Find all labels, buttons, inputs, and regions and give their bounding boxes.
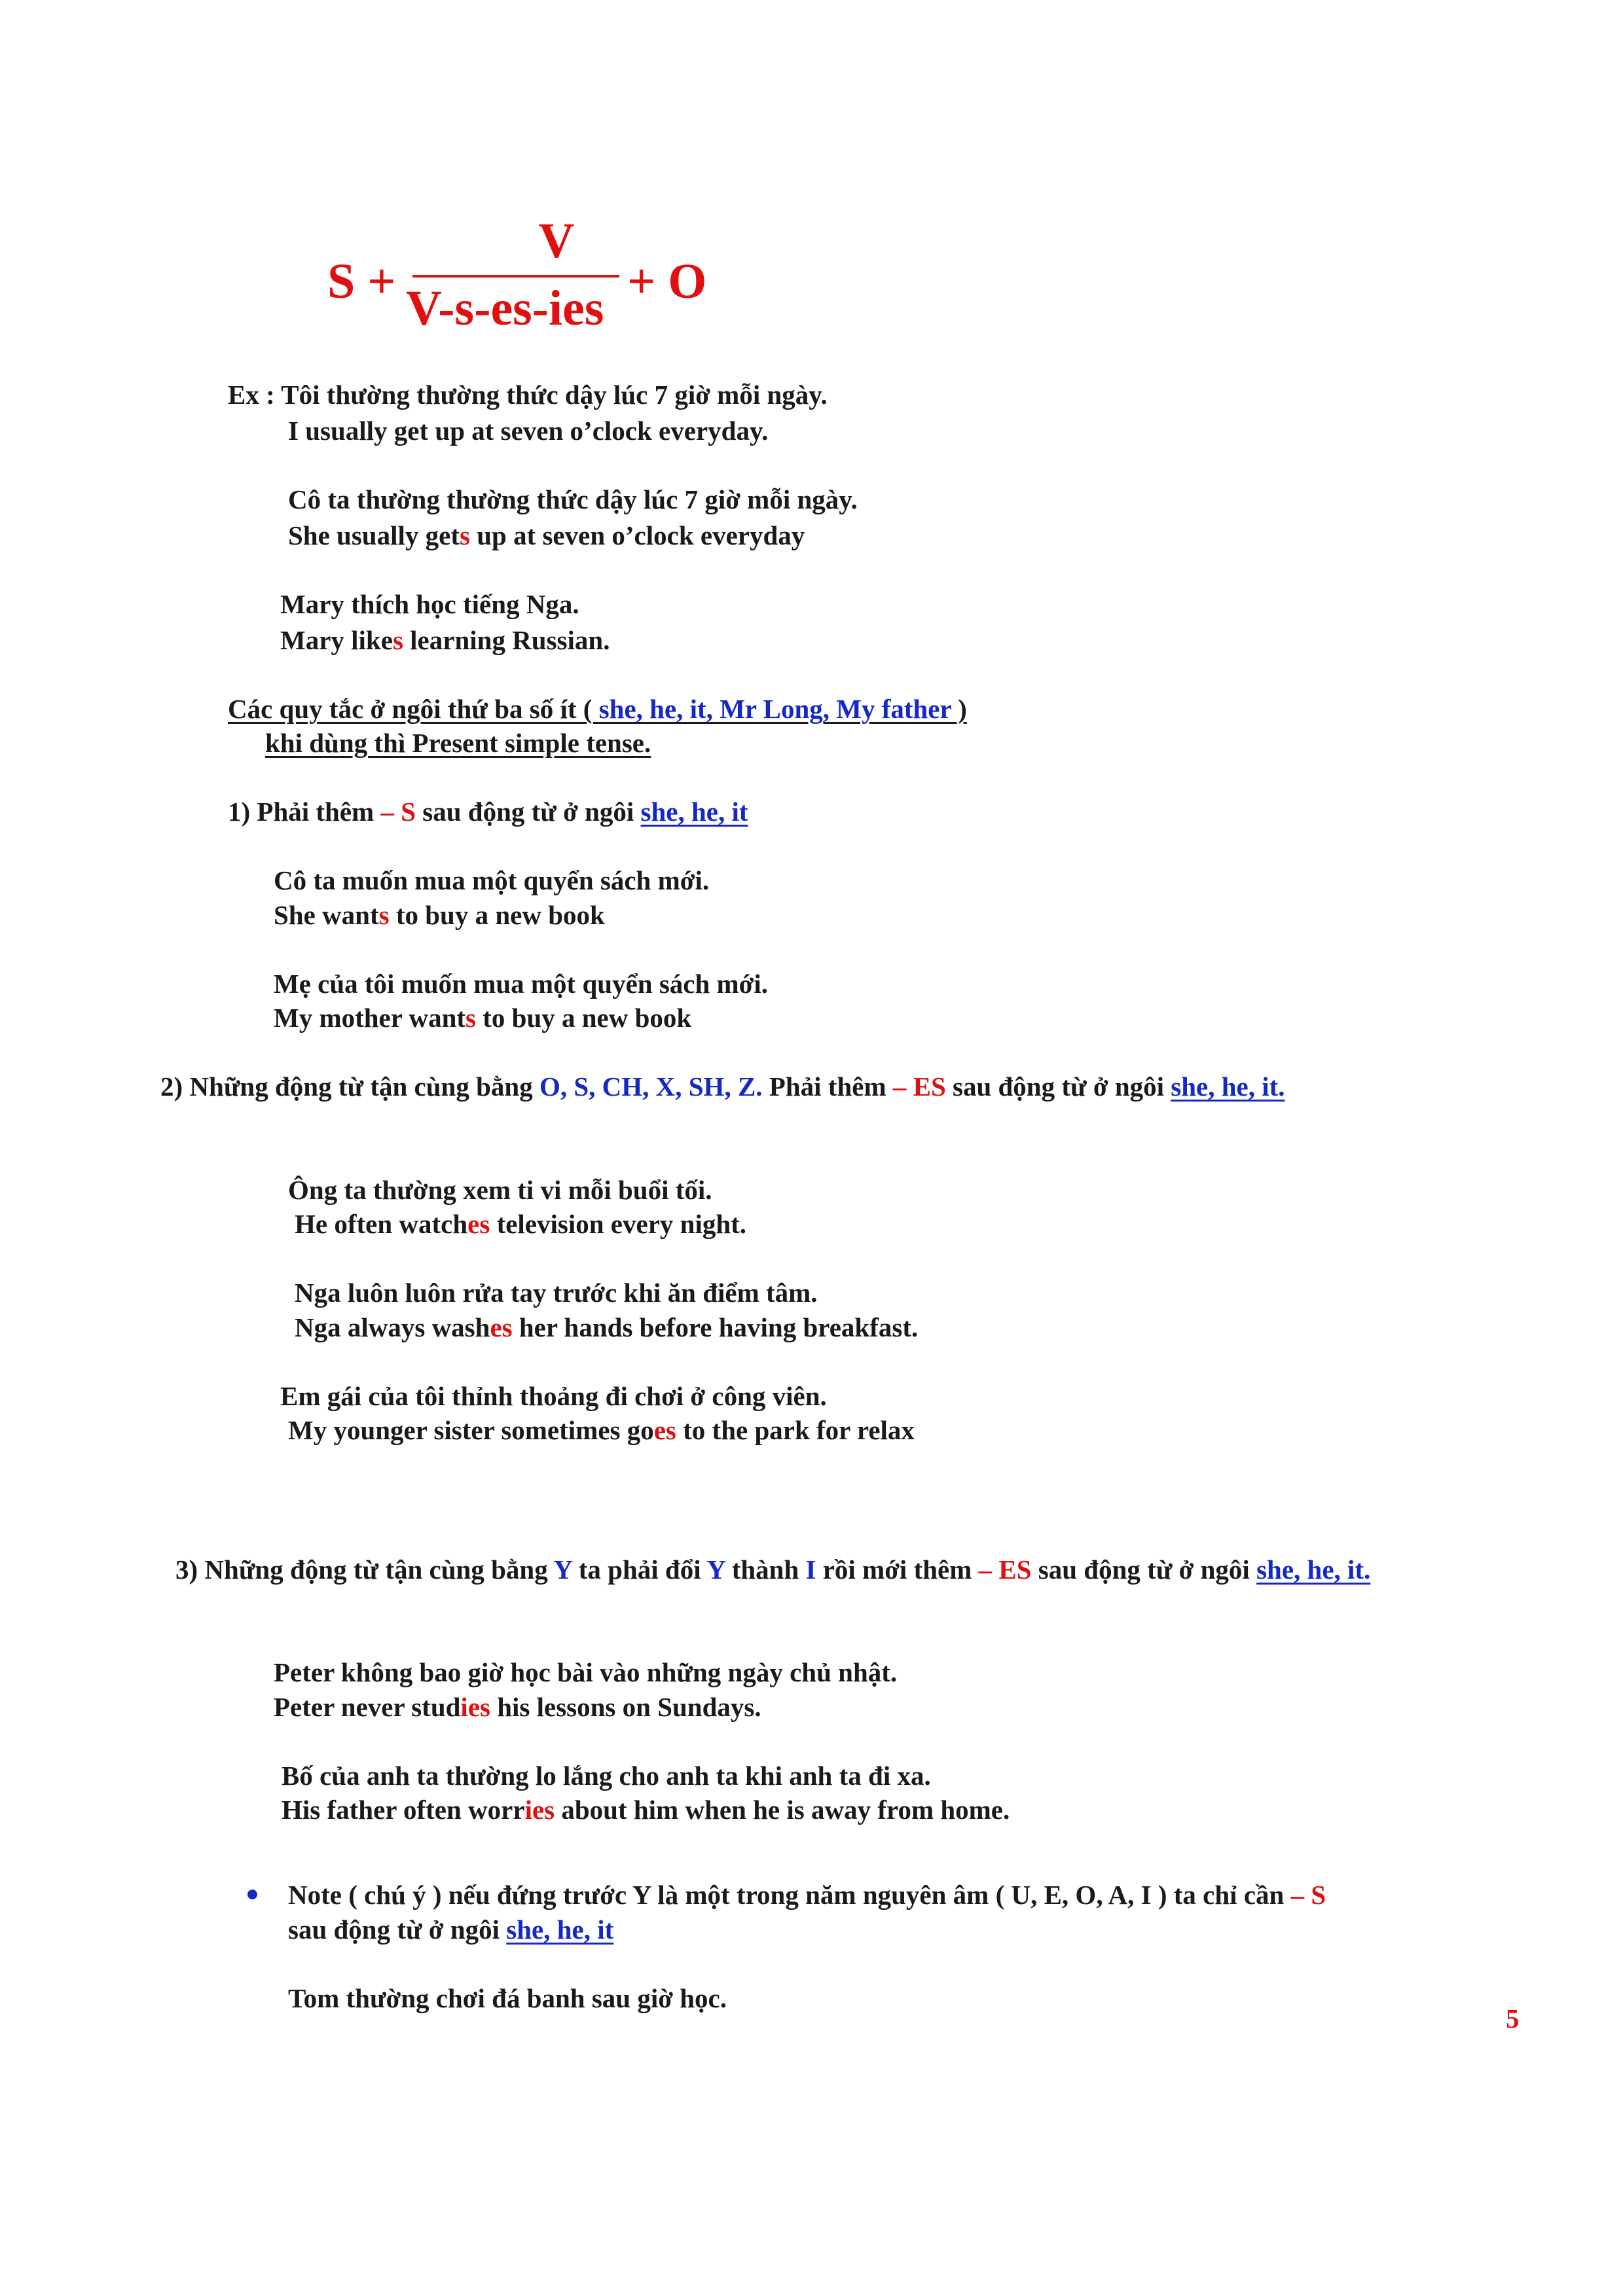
rule-2-vi-1: Ông ta thường xem ti vi mỗi buổi tối. (288, 1175, 712, 1205)
rule-3-vi-1: Peter không bao giờ học bài vào những ngày chủ nhật. (274, 1657, 898, 1687)
rule-1-en-2: My mother wants to buy a new book (274, 1003, 692, 1033)
rule-1-vi-2: Mẹ của tôi muốn mua một quyển sách mới. (274, 969, 769, 999)
rules-heading-line-2: khi dùng thì Present simple tense. (265, 728, 651, 758)
rule-3-heading: 3) Những động từ tận cùng bằng Y ta phải đổi Y thành I rồi mới thêm – ES sau động từ ở ngôi she, he, it. (175, 1554, 1371, 1585)
rules-heading-line-1: Các quy tắc ở ngôi thứ ba số ít ( she, he, it, Mr Long, My father ) (228, 694, 967, 724)
example-vi-2: Cô ta thường thường thức dậy lúc 7 giờ mỗi ngày. (288, 484, 858, 514)
note-line-2: sau động từ ở ngôi she, he, it (288, 1914, 614, 1945)
example-vi-3: Mary thích học tiếng Nga. (280, 589, 579, 619)
example-en-1: I usually get up at seven o’clock everyday. (288, 416, 769, 446)
rule-3-en-1: Peter never studies his lessons on Sundays. (274, 1692, 761, 1722)
rule-1-vi-1: Cô ta muốn mua một quyển sách mới. (274, 865, 710, 895)
formula-numerator: V (538, 213, 575, 268)
rule-2-heading: 2) Những động từ tận cùng bằng O, S, CH, X, SH, Z. Phải thêm – ES sau động từ ở ngôi she, he, it. (160, 1071, 1285, 1102)
formula-object: + O (627, 254, 707, 309)
rule-2-en-2: Nga always washes her hands before having breakfast. (295, 1312, 919, 1342)
example-vi-1: Ex : Tôi thường thường thức dậy lúc 7 giờ mỗi ngày. (228, 380, 828, 410)
formula-fraction-bar (412, 275, 619, 278)
rule-3-vi-2: Bố của anh ta thường lo lắng cho anh ta khi anh ta đi xa. (282, 1761, 931, 1791)
example-en-3: Mary likes learning Russian. (280, 625, 610, 655)
rule-1-heading: 1) Phải thêm – S sau động từ ở ngôi she, he, it (228, 797, 748, 827)
note-bullet-icon (247, 1890, 257, 1899)
formula-denominator: V-s-es-ies (406, 281, 604, 336)
formula-subject: S + (327, 254, 396, 309)
rule-3-en-2: His father often worries about him when he is away from home. (282, 1795, 1010, 1825)
page-number: 5 (1506, 2003, 1520, 2034)
rule-1-en-1: She wants to buy a new book (274, 900, 605, 930)
example-en-2: She usually gets up at seven o’clock everyday (288, 520, 805, 550)
note-line-1: Note ( chú ý ) nếu đứng trước Y là một trong năm nguyên âm ( U, E, O, A, I ) ta chỉ cần – S (288, 1880, 1326, 1910)
note-vi-1: Tom thường chơi đá banh sau giờ học. (288, 1983, 727, 2013)
rule-2-vi-2: Nga luôn luôn rửa tay trước khi ăn điểm tâm. (295, 1278, 818, 1308)
rule-2-vi-3: Em gái của tôi thỉnh thoảng đi chơi ở công viên. (280, 1381, 827, 1411)
rule-2-en-1: He often watches television every night. (295, 1209, 747, 1239)
rule-2-en-3: My younger sister sometimes goes to the park for relax (288, 1415, 915, 1445)
